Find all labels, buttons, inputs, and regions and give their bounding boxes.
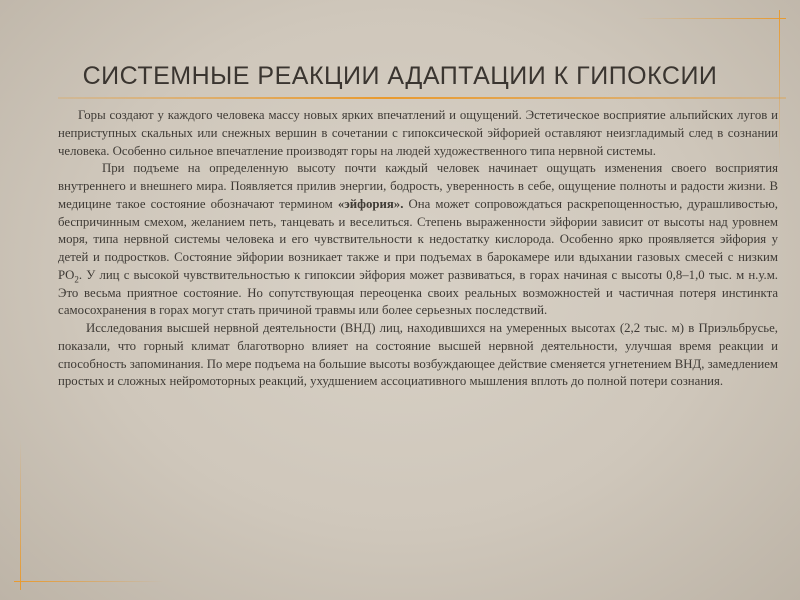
euphoria-text-start: При подъеме на определенную высоту почти каждый человек начинает ощущать изменения своего восприятия внутреннего и внешнего мира. Появляется прилив энергии, бодрость, уверенность в себе, ощущение полноты и радости жизни. В медицине такое состояние обозначают термином (58, 161, 778, 211)
euphoria-text-end: . У лиц с высокой чувствительностью к гипоксии эйфория может развиваться, в горах начиная с высоты 0,8–1,0 тыс. м н.у.м. Это весьма приятное состояние. Но сопутствующая переоценка своих реальных возможностей и частичная потеря инстинкта самосохранения в горах могут стать причиной травмы или более серьезных последствий. (58, 267, 778, 318)
paragraph-vnd-research: Исследования высшей нервной деятельности (ВНД) лиц, находившихся на умеренных высотах (2,2 тыс. м) в Приэльбрусье, показали, что горный климат благотворно влияет на состояние высшей нервной деятельности, улучшая время реакции и способность запоминания. По мере подъема на большие высоты возбуждающее действие сменяется угнетением ВНД, замедлением простых и сложных нейромоторных реакций, ухудшением ассоциативного мышления вплоть до полной потери сознания. (58, 321, 778, 389)
corner-accent-bottom-left-vertical (20, 440, 21, 590)
title-underline (58, 97, 786, 99)
paragraph-euphoria (58, 160, 778, 320)
po2-subscript: 2 (74, 274, 79, 285)
euphoria-term: «эйфория». (337, 196, 404, 211)
paragraph-mountains-impression: Горы создают у каждого человека массу новых ярких впечатлений и ощущений. Эстетическое восприятие альпийских лугов и неприступных скальных или снежных вершин в сочетании с гипоксической эйфорией оставляют неизгладимый след в сознании человека. Особенно сильное впечатление производят горы на людей художественного типа нервной системы. (58, 108, 778, 158)
corner-accent-top-right (636, 18, 786, 19)
euphoria-text-middle: Она может сопровождаться раскрепощенностью, дурашливостью, беспричинным смехом, желанием петь, танцевать и веселиться. Степень выраженности эйфории зависит от высоты над уровнем моря, типа нервной системы человека и его чувствительности к недостатку кислорода. Особенно ярко проявляется эйфория у детей и подростков. Состояние эйфории возникает также и при подъемах в барокамере или вдыхании газовых смесей с низким PO (58, 196, 778, 282)
slide-title: СИСТЕМНЫЕ РЕАКЦИИ АДАПТАЦИИ К ГИПОКСИИ (82, 62, 718, 90)
corner-accent-top-right-vertical (779, 10, 780, 160)
corner-accent-bottom-left (14, 581, 164, 582)
slide-body (58, 107, 778, 391)
